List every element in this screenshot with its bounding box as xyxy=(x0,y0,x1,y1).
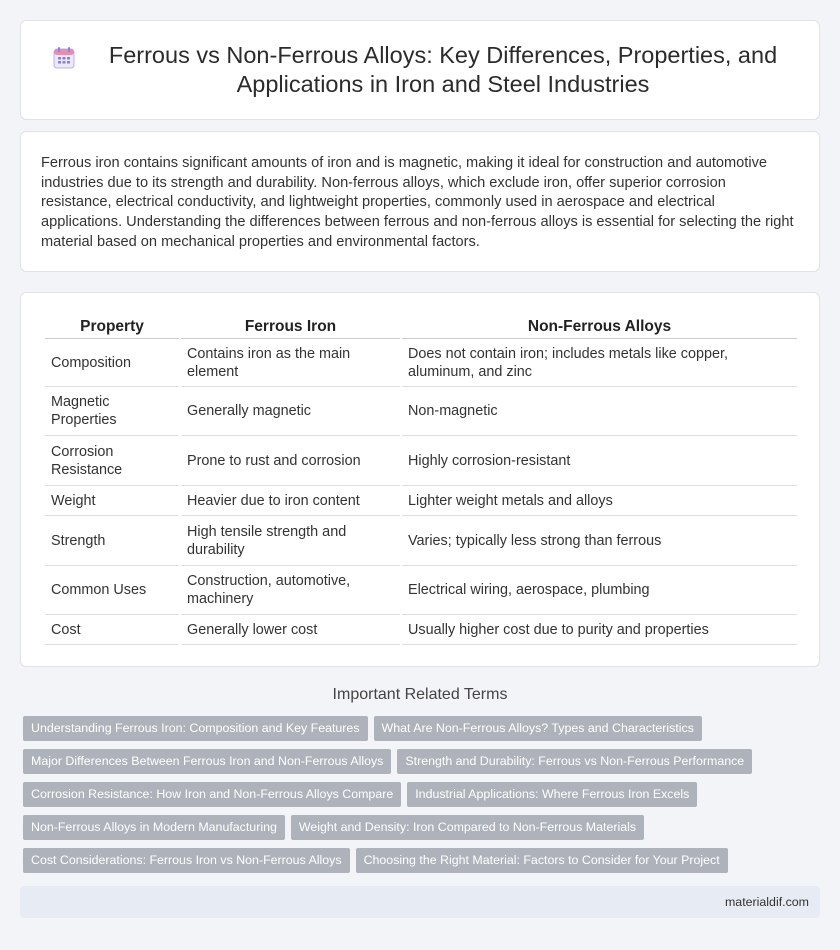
related-terms-section xyxy=(20,686,820,881)
table-cell: Highly corrosion-resistant xyxy=(402,436,797,486)
comparison-table-card xyxy=(20,292,820,667)
related-tag[interactable]: Corrosion Resistance: How Iron and Non-Ferrous Alloys Compare xyxy=(23,782,401,807)
table-header-row xyxy=(45,313,797,339)
column-header: Property xyxy=(45,313,179,339)
table-cell: Weight xyxy=(45,486,179,516)
table-row xyxy=(45,387,797,436)
related-tag[interactable]: Understanding Ferrous Iron: Composition and Key Features xyxy=(23,716,368,741)
table-cell: Construction, automotive, machinery xyxy=(181,566,400,615)
table-cell: Generally lower cost xyxy=(181,615,400,645)
related-tag[interactable]: What Are Non-Ferrous Alloys? Types and Characteristics xyxy=(374,716,702,741)
table-row xyxy=(45,566,797,615)
table-cell: High tensile strength and durability xyxy=(181,516,400,566)
table-cell: Composition xyxy=(45,339,179,387)
table-cell: Cost xyxy=(45,615,179,645)
related-tag[interactable]: Strength and Durability: Ferrous vs Non-Ferrous Performance xyxy=(397,749,752,774)
table-row xyxy=(45,516,797,566)
intro-paragraph: Ferrous iron contains significant amounts of iron and is magnetic, making it ideal for construction and automotive industries due to its strength and durability. Non-ferrous alloys, which exclude iron, offer superior corrosion resistance, electrical conductivity, and lightweight properties, commonly used in aerospace and electrical applications. Understanding the differences between ferrous and non-ferrous alloys is essential for selecting the right material based on mechanical properties and environmental factors. xyxy=(41,155,794,250)
page-title: Ferrous vs Non-Ferrous Alloys: Key Differences, Properties, and Applications in Iron and Steel Industries xyxy=(108,42,778,97)
table-row xyxy=(45,339,797,387)
table-cell: Does not contain iron; includes metals like copper, aluminum, and zinc xyxy=(402,339,797,387)
table-cell: Non-magnetic xyxy=(402,387,797,436)
table-row xyxy=(45,436,797,486)
table-cell: Varies; typically less strong than ferrous xyxy=(402,516,797,566)
intro-card xyxy=(20,131,820,272)
calendar-icon xyxy=(51,45,77,71)
table-cell: Usually higher cost due to purity and properties xyxy=(402,615,797,645)
related-tag[interactable]: Cost Considerations: Ferrous Iron vs Non-Ferrous Alloys xyxy=(23,848,350,873)
related-tag[interactable]: Weight and Density: Iron Compared to Non-Ferrous Materials xyxy=(291,815,644,840)
table-cell: Strength xyxy=(45,516,179,566)
table-cell: Magnetic Properties xyxy=(45,387,179,436)
table-cell: Common Uses xyxy=(45,566,179,615)
column-header: Ferrous Iron xyxy=(181,313,400,339)
comparison-table xyxy=(43,313,799,645)
header-card xyxy=(20,20,820,120)
related-tags xyxy=(20,716,820,881)
related-terms-title: Important Related Terms xyxy=(332,686,508,703)
table-cell: Prone to rust and corrosion xyxy=(181,436,400,486)
column-header: Non-Ferrous Alloys xyxy=(402,313,797,339)
table-row xyxy=(45,615,797,645)
table-cell: Corrosion Resistance xyxy=(45,436,179,486)
table-cell: Heavier due to iron content xyxy=(181,486,400,516)
footer xyxy=(20,886,820,918)
table-row xyxy=(45,486,797,516)
table-cell: Lighter weight metals and alloys xyxy=(402,486,797,516)
related-tag[interactable]: Choosing the Right Material: Factors to Consider for Your Project xyxy=(356,848,728,873)
table-cell: Contains iron as the main element xyxy=(181,339,400,387)
related-tag[interactable]: Non-Ferrous Alloys in Modern Manufacturing xyxy=(23,815,285,840)
table-cell: Generally magnetic xyxy=(181,387,400,436)
related-tag[interactable]: Industrial Applications: Where Ferrous Iron Excels xyxy=(407,782,697,807)
table-cell: Electrical wiring, aerospace, plumbing xyxy=(402,566,797,615)
footer-site-link[interactable]: materialdif.com xyxy=(724,895,809,909)
related-tag[interactable]: Major Differences Between Ferrous Iron and Non-Ferrous Alloys xyxy=(23,749,391,774)
